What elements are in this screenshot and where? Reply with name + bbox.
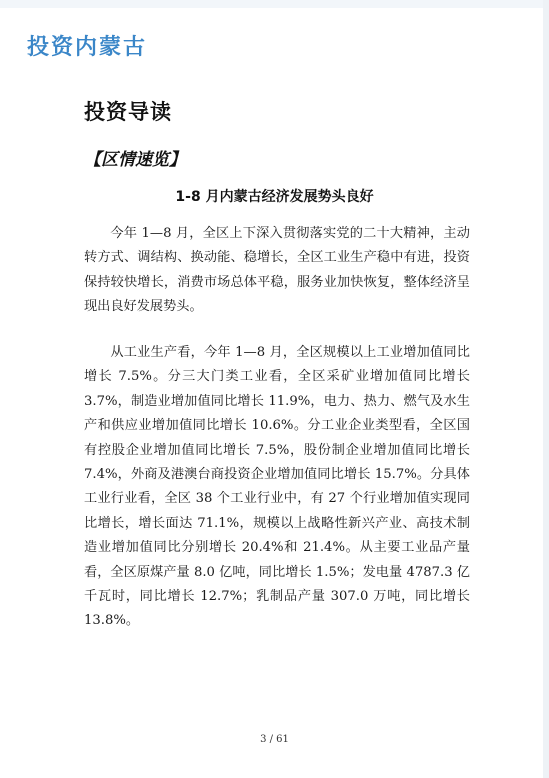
article-paragraph: 从工业生产看，今年 1—8 月，全区规模以上工业增加值同比增长 7.5%。分三大门类工业看，全区采矿业增加值同比增长 3.7%，制造业增加值同比增长 11.9%，电力、热力、燃气及水生产和供应业增加值同比增长 10.6%。分工业企业类型看，全区国有控股企业增加值同比增长 7.5%，股份制企业增加值同比增长 7.4%，外商及港澳台商投资企业增加值同比增长 15.7%。分具体工业行业看，全区 38 个工业行业中，有 27 个行业增加值实现同比增长，增长面达 71.1%，规模以上战略性新兴产业、高技术制造业增加值同比分别增长 20.4%和 21.4%。从主要工业品产量看，全区原煤产量 8.0 亿吨，同比增长 1.5%；发电量 4787.3 亿千瓦时，同比增长 12.7%；乳制品产量 307.0 万吨，同比增长 13.8%。 — [84, 345, 470, 629]
article-headline: 1-8 月内蒙古经济发展势头良好 — [175, 189, 374, 205]
page-indicator: 3 / 61 — [260, 734, 289, 745]
section-tag: 【区情速览】 — [84, 150, 186, 170]
article-paragraph: 今年 1—8 月，全区上下深入贯彻落实党的二十大精神，主动转方式、调结构、换动能、稳增长，全区工业生产稳中有进，投资保持较快增长，消费市场总体平稳，服务业加快恢复，整体经济呈现出良好发展势头。 — [84, 226, 470, 315]
brand-title: 投资内蒙古 — [27, 35, 148, 60]
section-title: 投资导读 — [84, 100, 172, 124]
